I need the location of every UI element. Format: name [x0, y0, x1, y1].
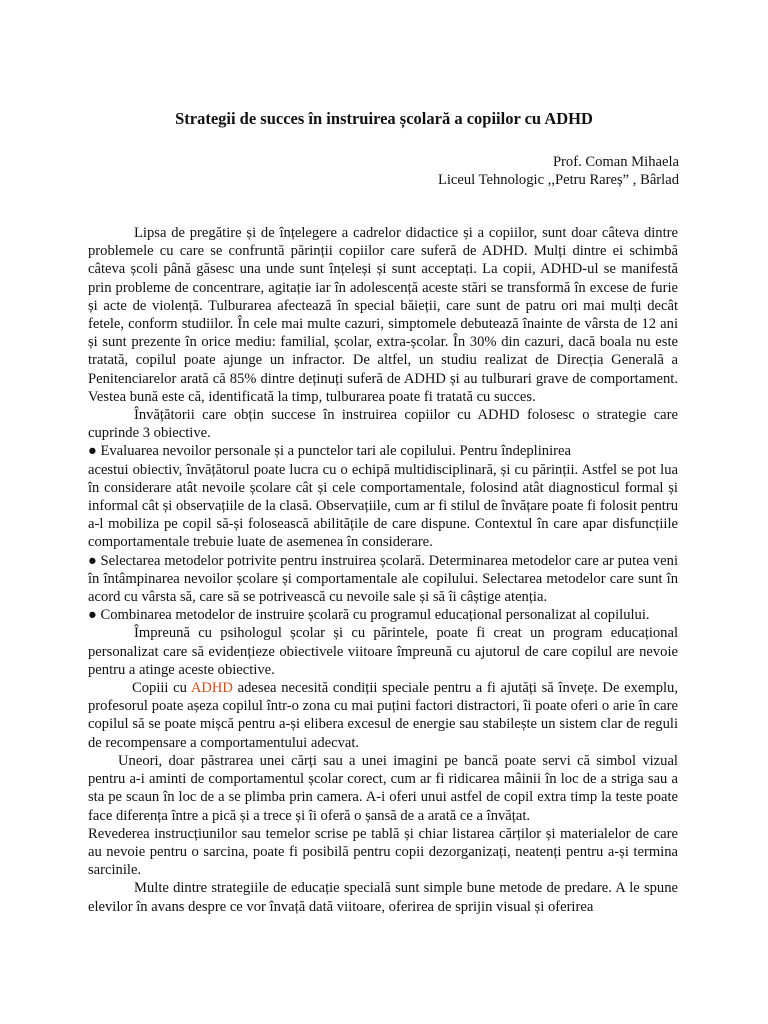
paragraph-review-instructions: Revederea instrucțiunilor sau temelor scrise pe tablă și chiar listarea cărților și materialelor de care au nevoie pentru o sarcina, poate fi posibilă pentru copii dezorganizați, neatenți pentru a-și termina sarcinile. [88, 825, 678, 879]
paragraph-intro: Lipsa de pregătire și de înțelegere a cadrelor didactice și a copiilor, sunt doar câteva dintre problemele cu care se confruntă părinții copiilor care suferă de ADHD. Mulți dintre ei schimbă câteva școli până găsesc una unde sunt înțeleși și sunt acceptați. La copii, ADHD-ul se manifestă prin probleme de concentrare, agitație iar în adolescență aceste stări se transformă în excese de furie și acte de violență. Tulburarea afectează în special băieții, care sunt de patru ori mai mulți decât fetele, conform studiilor. În cele mai multe cazuri, simptomele debutează înainte de vârsta de 12 ani și sunt prezente în orice mediu: familial, școlar, extra-școlar. În 30% din cazuri, dacă boala nu este tratată, copilul poate ajunge un infractor. De altfel, un studiu realizat de Direcția Generală a Penitenciarelor arată că 85% dintre deținuți suferă de ADHD și au tulburari grave de comportament. Vestea bună este că, identificată la timp, tulburarea poate fi tratată cu succes. [88, 225, 678, 405]
bullet-combination: ● Combinarea metodelor de instruire școlară cu programul educațional personalizat al copilului. [88, 607, 650, 624]
paragraph-psychologist: Împreună cu psihologul școlar și cu părintele, poate fi creat un program educațional personalizat care să evidențieze obiectivele viitoare împreună cu ajutorul de care copilul are nevoie pentru a atinge aceste obiective. [88, 625, 678, 678]
paragraph-evaluation-detail: acestui obiectiv, învățătorul poate lucra cu o echipă multidisciplinară, și cu părinții. Astfel se pot lua în considerare atât nevoile școlare cât și cele comportamentale, folosind atât diagnosticul formal și informal cât și observațiile de la clasă. Observațiile, cum ar fi stilul de învățare poate fi folosit pentru a-l mobiliza pe copil să-și folosească abilitățile de care dispune. Contextul în care apar disfuncțiile comportamentale trebuie luate de asemenea în considerare. [88, 461, 678, 551]
paragraph-special-conditions [88, 679, 678, 752]
bullet-selection: ● Selectarea metodelor potrivite pentru instruirea școlară. Determinarea metodelor care ar putea veni în întâmpinarea nevoilor școlare și comportamentale ale copilului. Selectarea metodelor care sunt în acord cu vârsta să, care să se potrivească cu nevoile sale și să îi câștige atenția. [88, 552, 678, 606]
paragraph-visual-symbol: Uneori, doar păstrarea unei cărți sau a unei imagini pe bancă poate servi că simbol vizual pentru a-i aminti de comportamentul școlar corect, cum ar fi ridicarea mâinii în loc de a striga sau a sta pe scaun în loc de a se plimba prin camera. A-i oferi unui astfel de copil extra timp la teste poate face diferența între a pică și a trece și îi oferă o șansă de a arată ce a învățat. [88, 752, 678, 824]
document-title: Strategii de succes în instruirea școlară a copiilor cu ADHD [175, 109, 593, 128]
document-body [88, 224, 678, 916]
paragraph-special-conditions-rest: adesea necesită condiții speciale pentru a fi ajutăți să învețe. De exemplu, profesorul poate așeza copilul într-o zona cu mai puțini factori distractori, îi poate oferi o arie în care copilul să se poate mișcă pentru a-și elibera excesul de energie sau stabilește un sistem clar de reguli de recompensare a comportamentului adecvat. [88, 680, 678, 751]
author-block [438, 153, 679, 189]
author-institution: Liceul Tehnologic ,,Petru Rareș” , Bârlad [437, 172, 679, 188]
paragraph-strategy: Învățătorii care obțin succese în instruirea copiilor cu ADHD folosesc o strategie care cuprinde 3 obiective. [88, 407, 678, 442]
paragraph-teaching-methods: Multe dintre strategiile de educație specială sunt simple bune metode de predare. A le spune elevilor în avans despre ce vor învață dată viitoare, oferirea de sprijin visual și oferirea [88, 880, 678, 915]
paragraph-special-conditions-start: Copiii cu [132, 680, 191, 697]
adhd-link[interactable]: ADHD [190, 680, 233, 697]
bullet-evaluation: ● Evaluarea nevoilor personale și a punctelor tari ale copilului. Pentru îndeplinirea [88, 443, 571, 460]
author-name: Prof. Coman Mihaela [552, 154, 679, 170]
